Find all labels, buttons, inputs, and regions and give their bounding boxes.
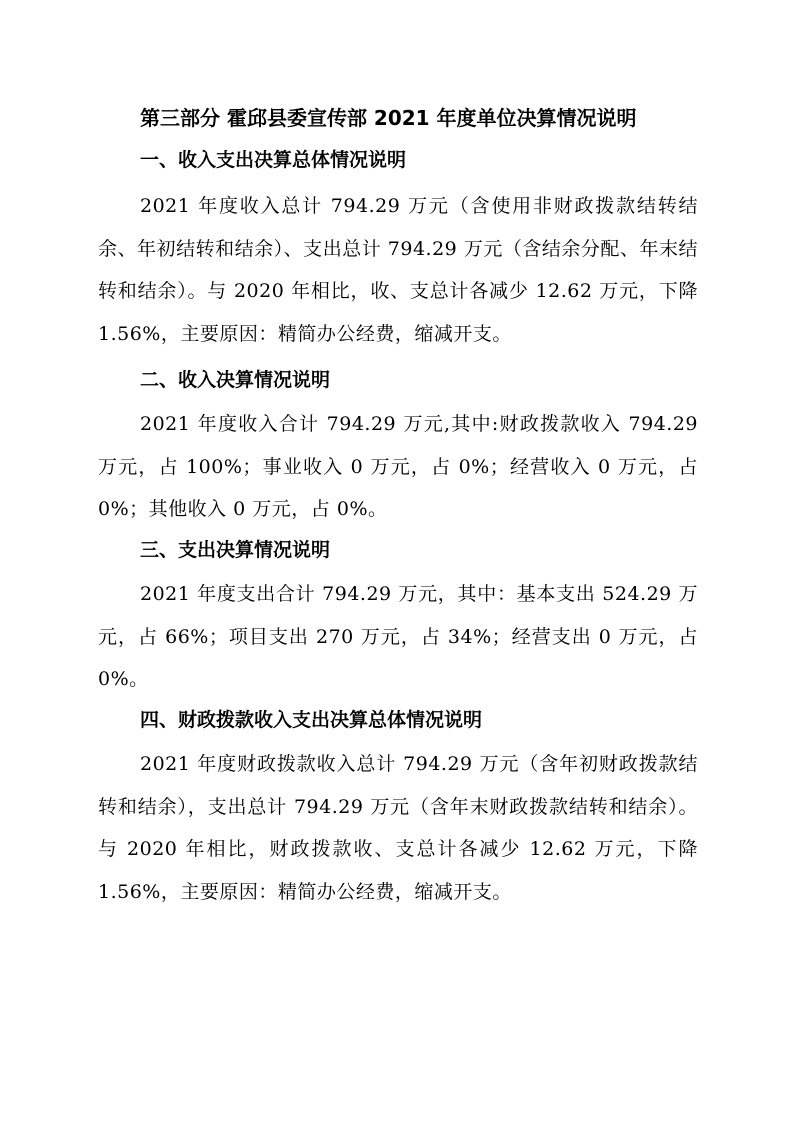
- section-heading-income-expense-overview: 一、收入支出决算总体情况说明: [140, 149, 407, 171]
- section-heading-expense: 三、支出决算情况说明: [140, 539, 331, 561]
- section-heading-income: 二、收入决算情况说明: [140, 369, 331, 391]
- section-body-income-expense-overview: 2021 年度收入总计 794.29 万元（含使用非财政拨款结转结余、年初结转和结余）、支出总计 794.29 万元（含结余分配、年末结转和结余）。与 2020 年相比，收、支总计各减少 12.62 万元，下降 1.56%，主要原因：精简办公经费，缩减开支。: [98, 195, 698, 345]
- document-title: 第三部分 霍邱县委宣传部 2021 年度单位决算情况说明: [140, 106, 637, 130]
- section-body-fiscal-allocation: 2021 年度财政拨款收入总计 794.29 万元（含年初财政拨款结转和结余），支出总计 794.29 万元（含年末财政拨款结转和结余）。与 2020 年相比，财政拨款收、支总计各减少 12.62 万元，下降 1.56%，主要原因：精简办公经费，缩减开支。: [98, 753, 698, 903]
- section-heading-fiscal-allocation: 四、财政拨款收入支出决算总体情况说明: [140, 709, 483, 731]
- section-body-expense: 2021 年度支出合计 794.29 万元，其中：基本支出 524.29 万元，占 66%；项目支出 270 万元，占 34%；经营支出 0 万元，占 0%。: [98, 583, 698, 690]
- section-body-income: 2021 年度收入合计 794.29 万元,其中:财政拨款收入 794.29 万元，占 100%；事业收入 0 万元，占 0%；经营收入 0 万元，占 0%；其他收入 0 万元，占 0%。: [98, 413, 698, 520]
